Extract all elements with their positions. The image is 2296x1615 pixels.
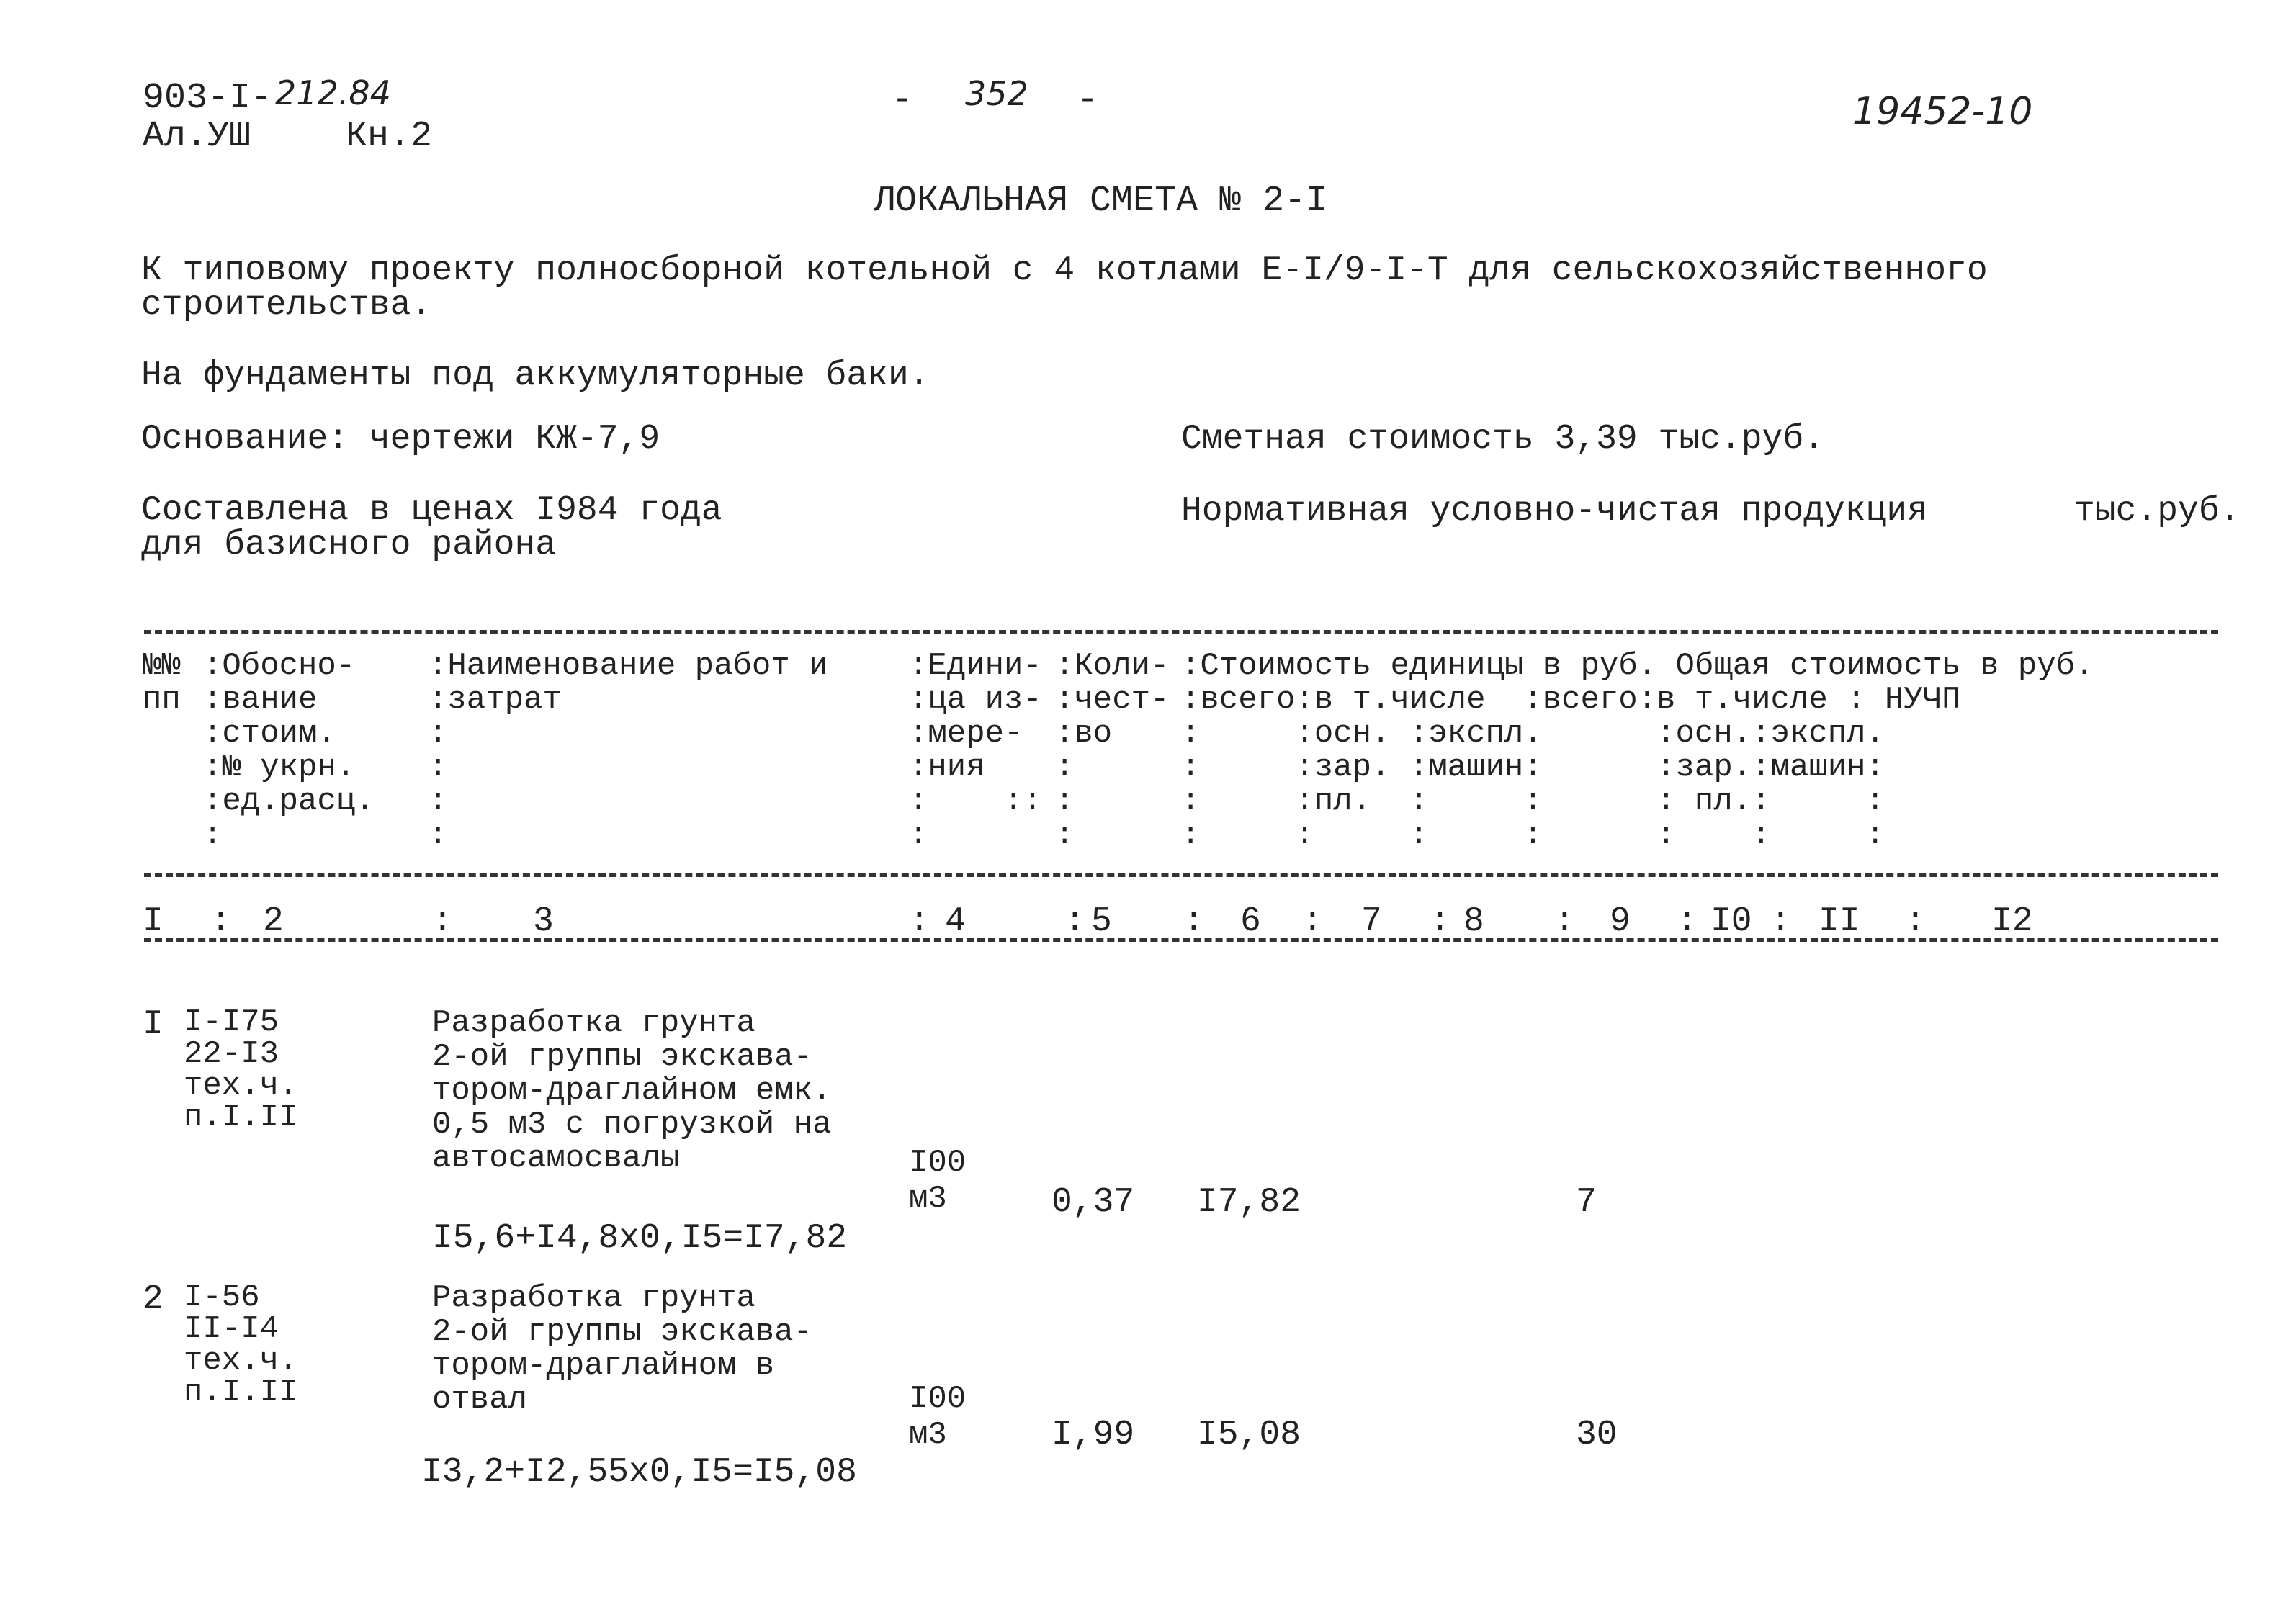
row-unit-cost: I7,82 bbox=[1197, 1183, 1301, 1222]
header-col-quantity: :Коли- :чест- :во : : : bbox=[1055, 648, 1170, 853]
row-number: 2 bbox=[143, 1280, 163, 1319]
row-number: I bbox=[143, 1005, 163, 1044]
column-separator: : bbox=[1430, 902, 1450, 941]
row-calculation: I5,6+I4,8x0,I5=I7,82 bbox=[432, 1219, 848, 1258]
row-total-cost: 30 bbox=[1576, 1416, 1618, 1454]
column-number: 7 bbox=[1361, 902, 1382, 941]
row-unit-cost: I5,08 bbox=[1197, 1416, 1301, 1454]
row-basis: I-I75 22-I3 тех.ч. п.I.II bbox=[184, 1004, 298, 1135]
net-product-label: Нормативная условно-чистая продукция bbox=[1181, 492, 1928, 531]
column-separator: : bbox=[1554, 902, 1575, 941]
project-description: К типовому проекту полносборной котельной с 4 котлами Е-I/9-I-Т для сельскохозяйственного строительства. bbox=[141, 251, 1988, 325]
table-header-rule bbox=[144, 873, 2218, 877]
column-number: 9 bbox=[1610, 902, 1631, 941]
column-separator: : bbox=[909, 902, 930, 941]
column-number: 2 bbox=[263, 902, 284, 941]
page-title: ЛОКАЛЬНАЯ СМЕТА № 2-I bbox=[874, 181, 1328, 222]
row-total-cost: 7 bbox=[1576, 1183, 1597, 1222]
column-separator: : bbox=[1677, 902, 1698, 941]
page-dash-left: - bbox=[892, 80, 914, 121]
net-product-unit: тыс.руб. bbox=[2074, 492, 2241, 531]
header-col-number: №№ пп bbox=[143, 648, 181, 718]
page-dash-right: - bbox=[1077, 80, 1099, 121]
row-basis: I-56 II-I4 тех.ч. п.I.II bbox=[184, 1279, 298, 1411]
column-number: 5 bbox=[1091, 902, 1112, 941]
header-col-basis: :Обосно- :вание :стоим. :№ укрн. :ед.расц. : bbox=[203, 648, 375, 853]
estimated-cost: Сметная стоимость 3,39 тыс.руб. bbox=[1181, 420, 1824, 459]
column-number: I2 bbox=[1991, 902, 2033, 941]
price-basis: Составлена в ценах I984 года для базисного района bbox=[141, 491, 722, 564]
album-label: Ал.УШ bbox=[143, 116, 251, 157]
book-label: Кн.2 bbox=[346, 116, 433, 157]
row-quantity: 0,37 bbox=[1051, 1183, 1135, 1222]
column-number: 6 bbox=[1240, 902, 1261, 941]
row-unit: I00 м3 bbox=[909, 1381, 967, 1453]
row-work-name: Разработка грунта 2-ой группы экскава- тором-драглайном в отвал bbox=[432, 1280, 813, 1418]
column-separator: : bbox=[1905, 902, 1926, 941]
column-number: 4 bbox=[945, 902, 966, 941]
column-number: II bbox=[1819, 902, 1860, 941]
page-number: 352 bbox=[965, 74, 1028, 113]
column-number: 8 bbox=[1463, 902, 1484, 941]
table-top-rule bbox=[144, 630, 2218, 634]
column-separator: : bbox=[1770, 902, 1791, 941]
header-col-name: :Наименование работ и :затрат : : : : bbox=[429, 648, 828, 853]
column-separator: : bbox=[432, 902, 453, 941]
document-code-printed: 903-I- bbox=[143, 78, 273, 119]
column-separator: : bbox=[1183, 902, 1204, 941]
column-separator: : bbox=[1302, 902, 1323, 941]
column-number: I bbox=[143, 902, 163, 941]
header-col-costs: :Стоимость единицы в руб. Общая стоимость в руб. :всего:в т.числе :всего:в т.числе : НУЧП : :осн. :экспл. :осн.:экспл. : :зар. :машин: :зар.:машин: : :пл. : : : пл.: : : : : : : : : bbox=[1181, 648, 2094, 853]
row-work-name: Разработка грунта 2-ой группы экскава- тором-драглайном емк. 0,5 м3 с погрузкой на автосамосвалы bbox=[432, 1005, 832, 1177]
row-unit: I00 м3 bbox=[909, 1145, 967, 1217]
reference-number: 19452-10 bbox=[1852, 90, 2033, 133]
header-col-unit: :Едини- :ца из- :мере- :ния : :: : bbox=[909, 648, 1042, 853]
row-quantity: I,99 bbox=[1051, 1416, 1135, 1454]
column-number: 3 bbox=[533, 902, 554, 941]
document-code-handwritten: 212.84 bbox=[275, 73, 391, 112]
row-calculation: I3,2+I2,55x0,I5=I5,08 bbox=[421, 1453, 857, 1492]
estimate-basis: Основание: чертежи КЖ-7,9 bbox=[141, 420, 660, 459]
column-separator: : bbox=[210, 902, 231, 941]
estimate-subject: На фундаменты под аккумуляторные баки. bbox=[141, 356, 930, 395]
column-separator: : bbox=[1064, 902, 1085, 941]
column-number: I0 bbox=[1710, 902, 1752, 941]
